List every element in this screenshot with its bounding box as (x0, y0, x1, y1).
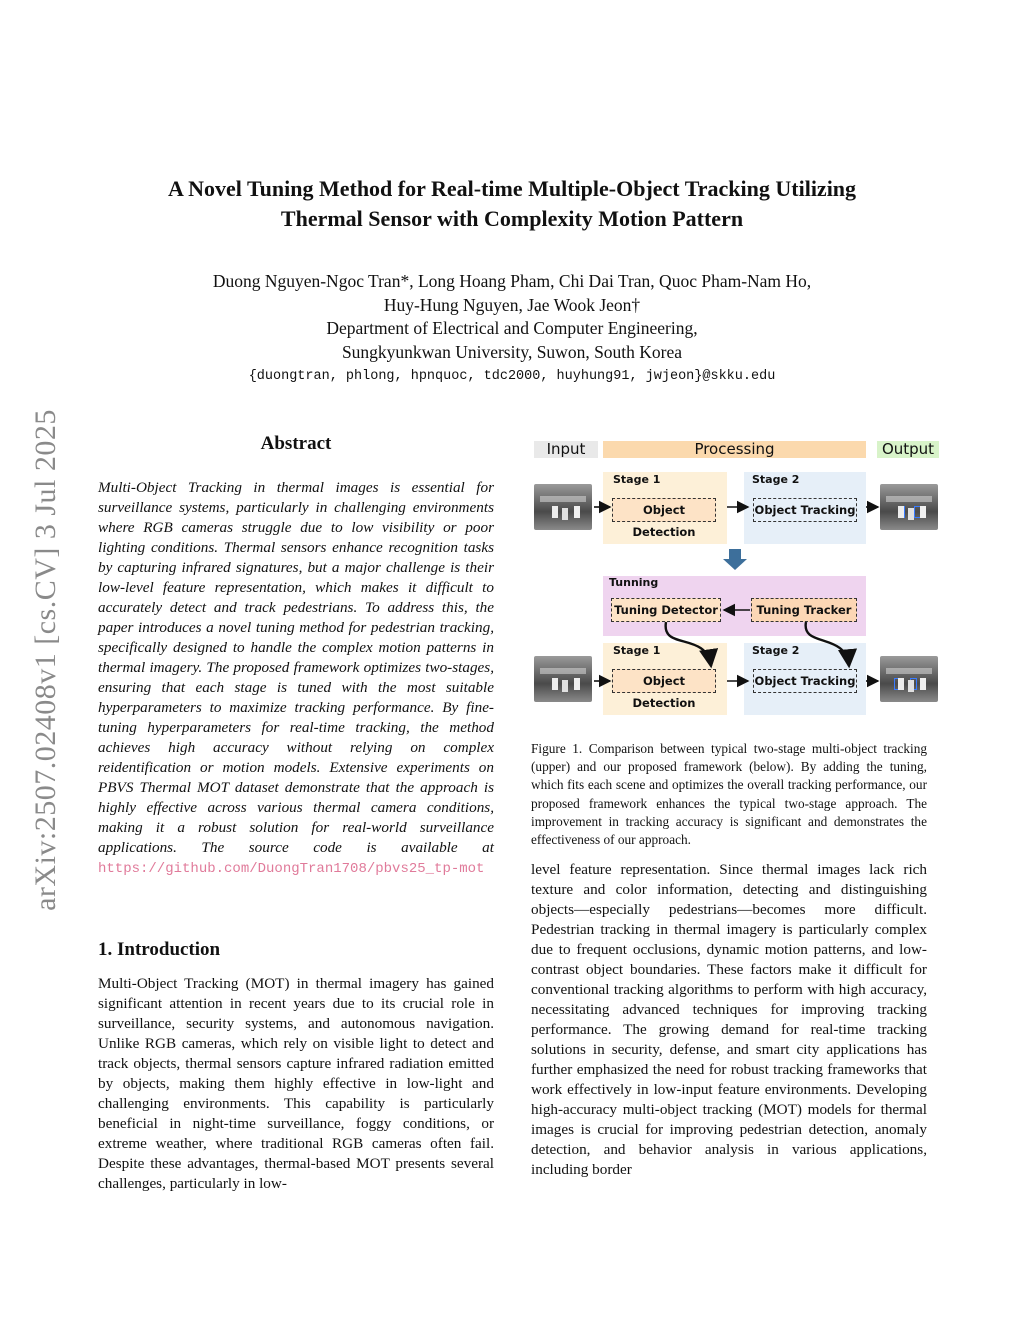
curve-detector-tuning (666, 622, 711, 666)
stage2-title-top: Stage 2 (752, 473, 800, 486)
authors-line-1: Duong Nguyen-Ngoc Tran*, Long Hoang Pham, Chi Dai Tran, Quoc Pham-Nam Ho, (212, 271, 812, 291)
intro-paragraph-continued: level feature representation. Since thermal images lack rich texture and color information, detecting and distinguishing objects—especially pedestrians—becomes more difficult. Pedestrian tracking in thermal imagery is particularly complex due to frequent occlusions, dynamic motion patterns, and low-contrast object boundaries. These factors make it difficult for conventional tracking algorithms to perform with high accuracy, necessitating advanced techniques for improving tracking performance. The growing demand for real-time tracking solutions in security, defense, and smart city applications has further emphasized the need for robust tracking frameworks that work effectively in low-input feature environments. Developing high-accuracy multi-object tracking (MOT) models for thermal images is crucial for improving pedestrian detection, anomaly detection, and behavior analysis in various applications, including border (531, 861, 927, 1178)
figure-arrows (531, 436, 941, 726)
blue-down-arrow (723, 549, 747, 570)
abstract-body (98, 478, 494, 879)
figure-processing-label: Processing (603, 441, 866, 458)
title-line-1: A Novel Tuning Method for Real-time Multiple-Object Tracking Utilizing (167, 176, 857, 201)
object-tracking-node-bottom: Object Tracking (753, 669, 857, 693)
figure-1-caption: Figure 1. Comparison between typical two-stage multi-object tracking (upper) and our proposed framework (below). By adding the tuning, which fits each scene and optimizes the overall tracking performance, our proposed framework enhances the typical two-stage approach. The improvement in tracking accuracy is significant and demonstrates the effectiveness of our approach. (531, 741, 927, 848)
figure-output-label: Output (877, 441, 939, 458)
arxiv-identifier (24, 380, 68, 940)
source-code-link[interactable]: https://github.com/DuongTran1708/pbvs25_tp-mot (98, 861, 485, 877)
stage1-title-bottom: Stage 1 (613, 644, 661, 657)
tuning-detector-node: Tuning Detector (611, 598, 721, 622)
object-tracking-node-top: Object Tracking (753, 498, 857, 522)
authors-line-2: Huy-Hung Nguyen, Jae Wook Jeon† (383, 294, 641, 315)
stage2-title-bottom: Stage 2 (752, 644, 800, 657)
figure-1 (531, 436, 941, 726)
curve-tracker-tuning (806, 622, 849, 666)
title-line-2: Thermal Sensor with Complexity Motion Pattern (280, 206, 744, 231)
tuning-tracker-node: Tuning Tracker (751, 598, 857, 622)
paper-title (100, 174, 924, 234)
affiliation-line-1: Department of Electrical and Computer Engineering, (326, 318, 698, 338)
input-label-text: Input (546, 440, 586, 458)
stage1-title-top: Stage 1 (613, 473, 661, 486)
abstract-heading: Abstract (260, 433, 332, 454)
intro-paragraph: Multi-Object Tracking (MOT) in thermal imagery has gained significant attention in recent years due to its crucial role in surveillance, security systems, and autonomous navigation. Unlike RGB cameras, which rely on visible light to detect and track objects, thermal sensors capture infrared radiation emitted by objects, making them highly effective in low-light and challenging environments. This capability is particularly beneficial in night-time surveillance, foggy conditions, or extreme weather, where traditional RGB cameras often fail. Despite these advantages, thermal-based MOT presents several challenges, particularly in low- (98, 975, 494, 1192)
affiliation-line-2: Sungkyunkwan University, Suwon, South Korea (341, 341, 683, 362)
abstract-text: Multi-Object Tracking in thermal images is essential for surveillance systems, particularly in challenging environments where RGB cameras struggle due to low visibility or poor lighting conditions. Thermal sensors enhance recognition tasks by capturing infrared signatures, but a major challenge is their low-level feature representation, which makes it difficult to accurately detect and track pedestrians. To address this, the paper introduces a novel tuning method for pedestrian tracking, specifically designed to handle the complex motion patterns in thermal imagery. The proposed framework optimizes two-stages, ensuring that each stage is tuned with the most suitable hyperparameters to maximize tracking performance. By fine-tuning hyperparameters for real-time tracking, the method achieves high accuracy without relying on complex reidentification or motion models. Extensive experiments on PBVS Thermal MOT dataset demonstrate that the approach is highly effective across various thermal camera conditions, making it a robust solution for real-world surveillance applications. The source code is available at (98, 479, 494, 856)
tuning-title: Tunning (609, 576, 659, 589)
object-detection-node-bottom: Object Detection (612, 669, 716, 693)
intro-heading: 1. Introduction (98, 939, 221, 960)
author-block (100, 270, 924, 364)
arxiv-identifier-text: arXiv:2507.02408v1 [cs.CV] 3 Jul 2025 (29, 409, 62, 911)
object-detection-node-top: Object Detection (612, 498, 716, 522)
author-emails: {duongtran, phlong, hpnquoc, tdc2000, huyhung91, jwjeon}@skku.edu (248, 369, 776, 384)
